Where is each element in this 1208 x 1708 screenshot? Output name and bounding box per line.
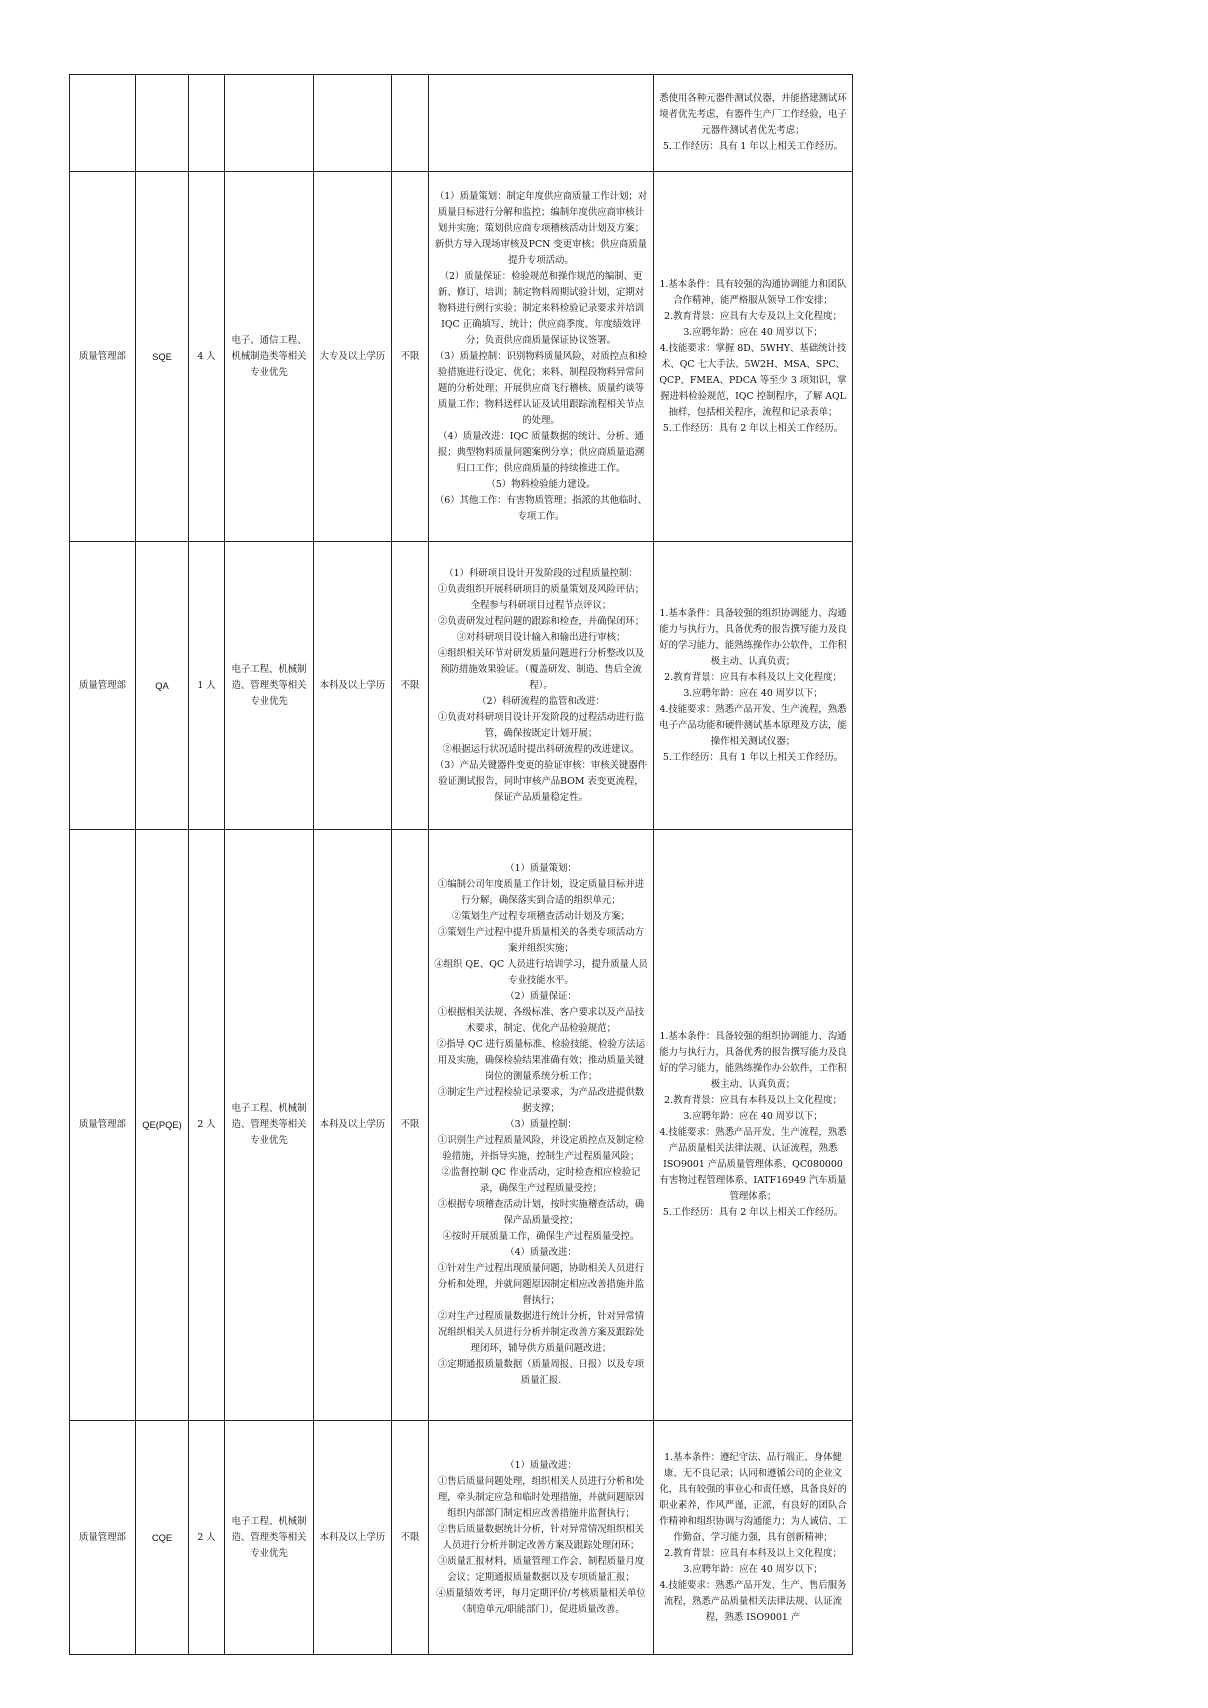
count-cell: 2 人 <box>189 830 225 1421</box>
table-row <box>70 75 853 172</box>
requirement-line: 4.技能要求：熟悉产品开发、生产流程，熟悉电子产品功能和硬件测试基本原理及方法，能操作相关测试仪器； <box>659 703 847 747</box>
duty-line: （4）质量改进：IQC 质量数据的统计、分析、通报；典型物料质量问题案例分享；供应商质量追溯归口工作；供应商质量的持续推进工作。 <box>437 430 645 474</box>
education-cell <box>314 75 392 172</box>
requirement-line: 4.技能要求：熟悉产品开发、生产流程，熟悉产品质量相关法律法规、认证流程，熟悉 ISO9001 产品质量管理体系、QC080000 有害物过程管理体系、IATF16949 汽车质量管理体系； <box>659 1127 847 1202</box>
duty-line: ②售后质量数据统计分析，针对异常情况组织相关人员进行分析并制定改善方案及跟踪处理闭环； <box>437 1523 645 1551</box>
duty-line: （6）其他工作：有害物质管理；指派的其他临时、专项工作。 <box>434 494 648 522</box>
duty-line: ③根据专项稽查活动计划，按时实施稽查活动，确保产品质量受控； <box>437 1199 645 1226</box>
requirement-line: 3.应聘年龄：应在 40 周岁以下； <box>683 1111 823 1122</box>
position-cell <box>136 75 189 172</box>
duty-line: ②监督控制 QC 作业活动，定时检查相应检验记录，确保生产过程质量受控； <box>441 1167 641 1194</box>
dept-cell: 质量管理部 <box>70 830 136 1421</box>
duty-line: （2）质量保证：检验规范和操作规范的编制、更新、修订、培训；制定物料周期试验计划，定期对物料进行例行实验；制定来料检验记录要求并培训 IQC 正确填写、统计；供应商季度、年度绩效评分；负责供应商质量保证协议签署。 <box>437 270 645 346</box>
requirement-line: 2.教育背景：应具有本科及以上文化程度； <box>664 1547 842 1559</box>
education-cell: 大专及以上学历 <box>314 172 392 542</box>
duty-line: ①售后质量问题处理，组织相关人员进行分析和处理，牵头制定应急和临时处理措施，并就问题原因组织内部部门制定相应改善措施并监督执行； <box>437 1475 645 1519</box>
dept-cell: 质量管理部 <box>70 1421 136 1655</box>
position-cell: SQE <box>136 172 189 542</box>
duty-line: （4）质量改进： <box>505 1247 577 1258</box>
duty-line: （1）科研项目设计开发阶段的过程质量控制： <box>444 567 638 579</box>
duty-line: （1）质量策划：制定年度供应商质量工作计划；对质量目标进行分解和监控；编制年度供应商审核计划并实施；策划供应商专项稽核活动计划及方案；新供方导入现场审核及PCN 变更审核；供应商质量提升专项活动。 <box>434 190 648 266</box>
duty-line: （3）质量控制： <box>505 1119 577 1130</box>
duty-line: （2）科研流程的监管和改进： <box>477 695 605 707</box>
requirement-line: 4.技能要求：掌握 8D、5WHY、基础统计技术、QC 七大手法、5W2H、MSA、SPC、QCP、FMEA、PDCA 等至少 3 项知识，掌握进料检验规范，IQC 控制程序，了解 AQL 抽样，包括相关程序，流程和记录表单； <box>659 342 847 418</box>
education-cell: 本科及以上学历 <box>314 830 392 1421</box>
table-row <box>70 172 853 542</box>
duty-line: ③定期通报质量数据（质量周报、日报）以及专项质量汇报. <box>437 1359 645 1386</box>
duty-line: （3）质量控制：识别物料质量风险，对质控点和检验措施进行设定、优化；来料、制程段物料异常问题的分析处理；开展供应商飞行稽核、质量约谈等质量工作；物料送样认证及试用跟踪流程相关节点的处理。 <box>434 350 648 426</box>
requirement-line: 5.工作经历：具有 2 年以上相关工作经历。 <box>662 1207 844 1218</box>
requirement-line: 2.教育背景：应具有本科及以上文化程度； <box>664 1095 842 1106</box>
count-cell: 4 人 <box>189 172 225 542</box>
table-row <box>70 830 853 1421</box>
duty-line: （1）质量改进： <box>505 1459 577 1471</box>
requirement-line: 5.工作经历：具有 2 年以上相关工作经历。 <box>662 422 844 434</box>
age-cell: 不限 <box>392 542 429 830</box>
requirement-line: 悉使用各种元器件测试仪器，并能搭建测试环境者优先考虑，有器件生产厂工作经验，电子元器件测试者优先考虑； <box>659 93 847 136</box>
duty-line: ①编制公司年度质量工作计划，设定质量目标并进行分解，确保落实到合适的组织单元； <box>437 879 645 906</box>
duty-line: ③质量汇报材料，质量管理工作会、制程质量月度会议；定期通报质量数据以及专项质量汇报； <box>437 1555 645 1583</box>
duty-line: ①识别生产过程质量风险，并设定质控点及制定检验措施，并指导实施，控制生产过程质量风险； <box>437 1135 645 1162</box>
duty-line: ④组织相关环节对研发质量问题进行分析整改以及预防措施效果验证。（覆盖研发、制造、售后全流程）。 <box>437 647 645 691</box>
duty-cell <box>429 830 654 1421</box>
duty-cell <box>429 75 654 172</box>
major-cell: 电子工程、机械制造、管理类等相关专业优先 <box>225 830 314 1421</box>
requirement-line: 1.基本条件：具备较强的组织协调能力、沟通能力与执行力，具备优秀的报告撰写能力及良好的学习能力，能熟练操作办公软件，工作积极主动、认真负责； <box>659 607 847 667</box>
duty-line: ③制定生产过程检验记录要求，为产品改进提供数据支撑； <box>437 1087 645 1114</box>
duty-line: ②指导 QC 进行质量标准、检验技能、检验方法运用及实施，确保检验结果准确有效；推动质量关键岗位的测量系统分析工作； <box>436 1039 646 1082</box>
table-row <box>70 542 853 830</box>
requirements-cell <box>654 172 853 542</box>
job-requirements-table <box>69 74 853 1655</box>
duty-line: ④质量绩效考评，每月定期评价/考核质量相关单位（制造单元/职能部门），促进质量改善。 <box>436 1587 646 1615</box>
duty-line: （3）产品关键器件变更的验证审核：审核关键器件验证测试报告，同时审核产品BOM 表变更流程，保证产品质量稳定性。 <box>434 759 648 803</box>
education-cell: 本科及以上学历 <box>314 1421 392 1655</box>
duty-line: ④按时开展质量工作，确保生产过程质量受控。 <box>442 1231 640 1242</box>
dept-cell: 质量管理部 <box>70 542 136 830</box>
requirement-line: 5.工作经历：具有 1 年以上相关工作经历。 <box>662 141 844 152</box>
age-cell: 不限 <box>392 1421 429 1655</box>
requirements-cell <box>654 542 853 830</box>
duty-line: ①根据相关法规、各级标准、客户要求以及产品技术要求，制定、优化产品检验规范； <box>437 1007 645 1034</box>
duty-line: ③对科研项目设计输入和输出进行审核； <box>456 631 626 643</box>
major-cell: 电子工程、机械制造、管理类等相关专业优先 <box>225 1421 314 1655</box>
requirements-cell <box>654 830 853 1421</box>
major-cell: 电子工程、机械制造、管理类等相关专业优先 <box>225 542 314 830</box>
position-cell: QE(PQE) <box>136 830 189 1421</box>
requirement-line: 3.应聘年龄：应在 40 周岁以下； <box>683 326 823 338</box>
position-cell: QA <box>136 542 189 830</box>
requirement-line: 1.基本条件：遵纪守法、品行端正、身体健康、无不良记录；认同和遵循公司的企业文化，具有较强的事业心和责任感，具备良好的职业素养，作风严谨，正派，有良好的团队合作精神和组织协调与沟通能力；为人诚信、工作勤奋、学习能力强，具有创新精神； <box>659 1451 847 1543</box>
requirements-cell <box>654 75 853 172</box>
duty-line: （2）质量保证： <box>505 991 577 1002</box>
duty-line: ③策划生产过程中提升质量相关的各类专项活动方案并组织实施； <box>437 927 645 954</box>
duty-line: ②根据运行状况适时提出科研流程的改进建议。 <box>442 743 640 755</box>
requirement-line: 2.教育背景：应具有大专及以上文化程度； <box>664 310 842 322</box>
age-cell <box>392 75 429 172</box>
requirement-line: 1.基本条件：具备较强的组织协调能力、沟通能力与执行力，具备优秀的报告撰写能力及良好的学习能力，能熟练操作办公软件，工作积极主动、认真负责； <box>659 1031 847 1090</box>
position-cell: CQE <box>136 1421 189 1655</box>
table-row <box>70 1421 853 1655</box>
duty-line: ②负责研发过程问题的跟踪和检查，并确保闭环； <box>437 615 645 627</box>
requirement-line: 3.应聘年龄：应在 40 周岁以下； <box>683 687 823 699</box>
duty-line: ①负责对科研项目设计开发阶段的过程活动进行监管，确保按既定计划开展； <box>437 711 645 739</box>
duty-line: ①针对生产过程出现质量问题，协助相关人员进行分析和处理，并就问题原因制定相应改善措施并监督执行； <box>437 1263 645 1306</box>
duty-cell <box>429 172 654 542</box>
requirement-line: 5.工作经历：具有 1 年以上相关工作经历。 <box>662 751 844 763</box>
major-cell <box>225 75 314 172</box>
requirements-cell <box>654 1421 853 1655</box>
duty-cell <box>429 1421 654 1655</box>
duty-line: ①负责组织开展科研项目的质量策划及风险评估；全程参与科研项目过程节点评议； <box>437 583 645 611</box>
duty-line: ②对生产过程质量数据进行统计分析，针对异常情况组织相关人员进行分析并制定改善方案及跟踪处理闭环，辅导供方质量问题改进； <box>437 1311 645 1354</box>
dept-cell <box>70 75 136 172</box>
duty-line: （5）物料检验能力建设。 <box>486 478 596 490</box>
age-cell: 不限 <box>392 172 429 542</box>
requirement-line: 1.基本条件：具有较强的沟通协调能力和团队合作精神，能严格服从领导工作安排； <box>659 278 847 306</box>
age-cell: 不限 <box>392 830 429 1421</box>
duty-line: ④组织 QE、QC 人员进行培训学习，提升质量人员专业技能水平。 <box>434 959 648 986</box>
dept-cell: 质量管理部 <box>70 172 136 542</box>
major-cell: 电子、通信工程、机械制造类等相关专业优先 <box>225 172 314 542</box>
count-cell <box>189 75 225 172</box>
count-cell: 2 人 <box>189 1421 225 1655</box>
duty-line: ②策划生产过程专项稽查活动计划及方案； <box>451 911 631 922</box>
education-cell: 本科及以上学历 <box>314 542 392 830</box>
requirement-line: 3.应聘年龄：应在 40 周岁以下； <box>683 1563 823 1575</box>
duty-line: （1）质量策划： <box>505 863 577 874</box>
count-cell: 1 人 <box>189 542 225 830</box>
duty-cell <box>429 542 654 830</box>
requirement-line: 2.教育背景：应具有本科及以上文化程度； <box>664 671 842 683</box>
requirement-line: 4.技能要求：熟悉产品开发、生产、售后服务流程，熟悉产品质量相关法律法规、认证流程，熟悉 ISO9001 产 <box>659 1579 847 1623</box>
